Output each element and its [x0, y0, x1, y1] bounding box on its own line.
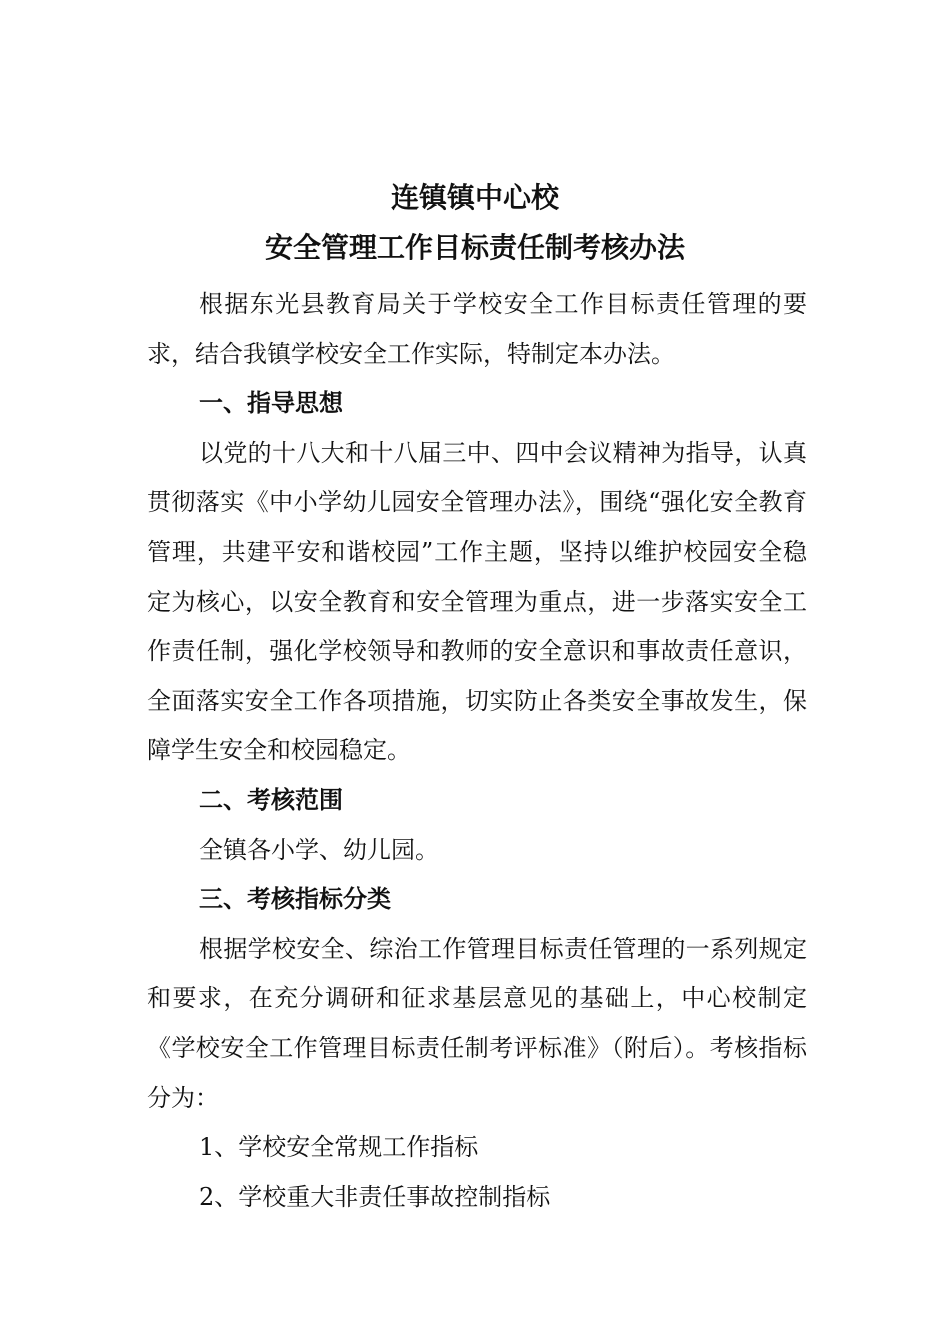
document-title-line-1: 连镇镇中心校	[390, 181, 559, 214]
list-item: 1、学校安全常规工作指标	[199, 1133, 479, 1162]
section-paragraph: 根据学校安全、综治工作管理目标责任管理的一系列规定和要求，在充分调研和征求基层意见的基础上，中心校制定《学校安全工作管理目标责任制考评标准》（附后）。考核指标分为：	[147, 934, 807, 1112]
section-heading-guiding-ideology: 一、指导思想	[199, 389, 343, 418]
section-paragraph: 全镇各小学、幼儿园。	[199, 835, 439, 864]
list-item: 2、学校重大非责任事故控制指标	[199, 1182, 551, 1211]
document-body	[147, 280, 807, 1222]
document-title-line-2: 安全管理工作目标责任制考核办法	[264, 231, 685, 264]
section-heading-indicator-categories: 三、考核指标分类	[199, 885, 391, 914]
section-heading-assessment-scope: 二、考核范围	[199, 785, 343, 814]
section-paragraph: 以党的十八大和十八届三中、四中会议精神为指导，认真贯彻落实《中小学幼儿园安全管理办法》，围绕“强化安全教育管理，共建平安和谐校园”工作主题，坚持以维护校园安全稳定为核心，以安全教育和安全管理为重点，进一步落实安全工作责任制，强化学校领导和教师的安全意识和事故责任意识，全面落实安全工作各项措施，切实防止各类安全事故发生，保障学生安全和校园稳定。	[147, 438, 807, 765]
intro-paragraph: 根据东光县教育局关于学校安全工作目标责任管理的要求，结合我镇学校安全工作实际，特制定本办法。	[147, 290, 807, 368]
